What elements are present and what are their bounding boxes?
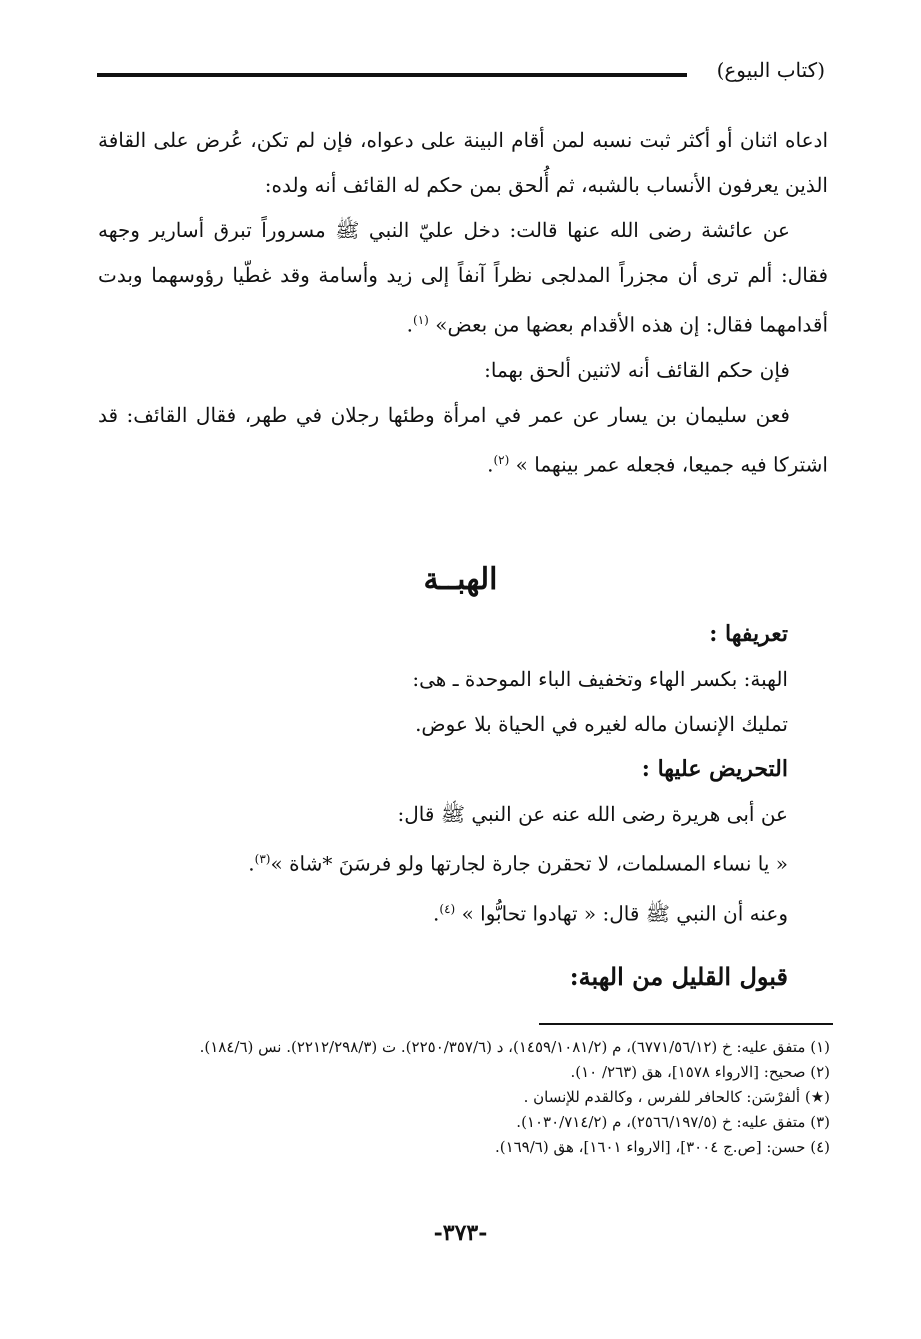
paragraph-3: فإن حكم القائف أنه لاثنين ألحق بهما: (484, 357, 790, 382)
body-text (98, 118, 828, 487)
section-title: الهبــة (423, 562, 498, 597)
paragraph-4: فعن سليمان بن يسار عن عمر في امرأة وطئها رجلان في طهر، فقال القائف: قد اشتركا فيه جميعا، فجعله عمر بينهما » $^{(٢)}$. (98, 402, 828, 477)
encouragement-heading: التحريض عليها : (641, 756, 788, 782)
paragraph-2-text: عن عائشة رضى الله عنها قالت: دخل عليّ النبي ﷺ مسروراً تبرق أسارير وجهه فقال: ألم ترى أن مجزراً المدلجى نظراً آنفاً إلى زيد وأسامة وقد غطّيا رؤوسهما وبدت أقدامهما فقال: إن هذه الأقدام بعضها من بعض» (98, 218, 828, 337)
footnote-3: (٣) متفق عليه: خ (٢٥٦٦/١٩٧/٥)، م (١٠٣٠/٧١٤/٢). (516, 1113, 830, 1131)
running-header (97, 58, 825, 92)
paragraph-1: ادعاه اثنان أو أكثر ثبت نسبه لمن أقام البينة على دعواه، فإن لم تكن، عُرض على القافة الذين يعرفون الأنساب بالشبه، ثم أُلحق بمن حكم له القائف أنه ولده: (98, 128, 828, 197)
definition-line-2: تمليك الإنسان ماله لغيره في الحياة بلا عوض. (415, 712, 788, 736)
page-number: -٣٧٣- (433, 1220, 488, 1246)
encouragement-line-3: وعنه أن النبي ﷺ قال: « تهادوا تحابُّوا » $^{(٤)}$. (433, 901, 788, 926)
definition-line-1: الهبة: بكسر الهاء وتخفيف الباء الموحدة ـ هى: (412, 667, 788, 691)
footnote-star: (★) ألفرْسَن: كالحافر للفرس ، وكالقدم للإنسان . (523, 1088, 830, 1106)
accept-heading: قبول القليل من الهبة: (569, 962, 788, 991)
footnotes (110, 1035, 830, 1160)
footnote-2: (٢) صحيح: [الارواء ١٥٧٨]، هق (٢٦٣/ ١٠). (570, 1063, 830, 1081)
footnote-ref-2: (٢) (493, 452, 510, 467)
paragraph-2: عن عائشة رضى الله عنها قالت: دخل عليّ النبي ﷺ مسروراً تبرق أسارير وجهه فقال: ألم ترى أن مجزراً المدلجى نظراً آنفاً إلى زيد وأسامة وقد غطّيا رؤوسهما وبدت أقدامهما فقال: إن هذه الأقدام بعضها من بعض» $^{(١)}$. (98, 218, 828, 337)
paragraph-4-text: فعن سليمان بن يسار عن عمر في امرأة وطئها رجلان في طهر، فقال القائف: قد اشتركا فيه جميعا، فجعله عمر بينهما » (98, 402, 828, 477)
footnote-ref-3: (٣) (254, 852, 271, 866)
footnote-rule (539, 1023, 833, 1025)
footnote-4: (٤) حسن: [ص.ج ٣٠٠٤]، [الارواء ١٦٠١]، هق (١٦٩/٦). (494, 1138, 830, 1156)
encouragement-line-1: عن أبى هريرة رضى الله عنه عن النبي ﷺ قال: (397, 802, 788, 826)
footnote-1: (١) متفق عليه: خ (٦٧٧١/٥٦/١٢)، م (١٤٥٩/١٠٨١/٢)، د (٢٢٥٠/٣٥٧/٦). ت (٢٢١٢/٢٩٨/٣). نس (١٨٤/٦). (199, 1038, 830, 1056)
footnote-ref-4: (٤) (439, 901, 456, 916)
section-body (148, 612, 788, 936)
book-title: (كتاب البيوع) (716, 58, 825, 82)
encouragement-line-3-text: وعنه أن النبي ﷺ قال: « تهادوا تحابُّوا » (461, 901, 788, 926)
footnote-ref-1: (١) (413, 313, 429, 327)
definition-heading: تعريفها : (709, 621, 788, 647)
encouragement-line-2-text: « يا نساء المسلمات، لا تحقرن جارة لجارتها ولو فرسَنَ *شاة » (270, 851, 788, 876)
encouragement-line-2: « يا نساء المسلمات، لا تحقرن جارة لجارتها ولو فرسَنَ *شاة »$^{(٣)}$. (248, 851, 788, 876)
header-rule (97, 73, 687, 77)
